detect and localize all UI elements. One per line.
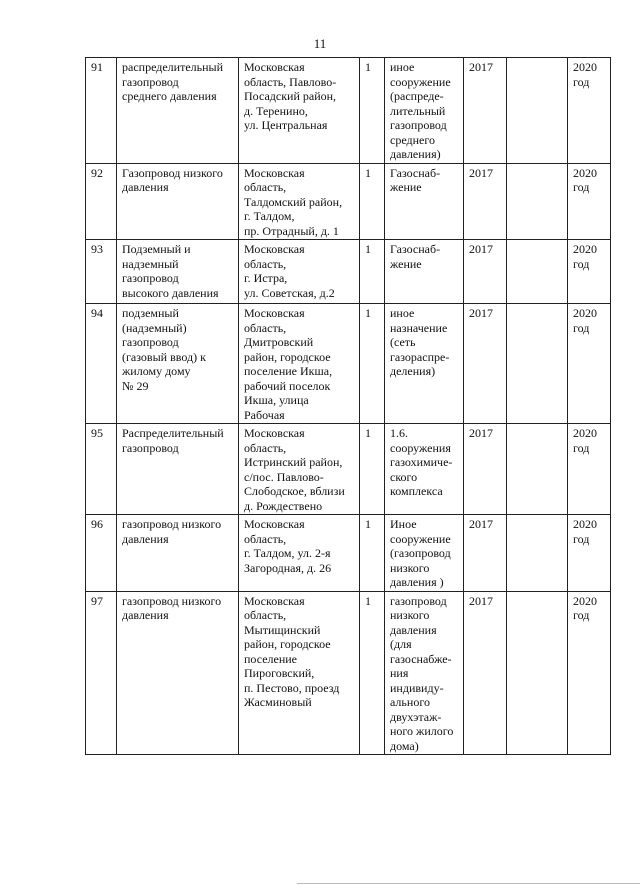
object-quantity: 1 <box>360 591 385 755</box>
object-type: 1.6. сооружения газохимиче- ского комплекса <box>385 424 464 515</box>
object-name: Подземный и надземный газопровод высокого давления <box>117 240 239 304</box>
table-row <box>86 515 611 592</box>
object-address: Московская область, г. Талдом, ул. 2-я Загородная, д. 26 <box>239 515 360 592</box>
object-address: Московская область, Павлово- Посадский район, д. Теренино, ул. Центральная <box>239 58 360 164</box>
object-term: 2020 год <box>568 591 611 755</box>
registry-table <box>85 57 611 755</box>
object-type: Газоснаб- жение <box>385 163 464 240</box>
object-address: Московская область, г. Истра, ул. Советская, д.2 <box>239 240 360 304</box>
object-quantity: 1 <box>360 240 385 304</box>
table-row <box>86 240 611 304</box>
object-type: газопровод низкого давления (для газоснабже- ния индивиду- ального двухэтаж- ного жилого дома) <box>385 591 464 755</box>
object-year: 2017 <box>464 240 507 304</box>
object-year: 2017 <box>464 304 507 424</box>
row-number: 95 <box>86 424 117 515</box>
object-quantity: 1 <box>360 515 385 592</box>
object-term: 2020 год <box>568 240 611 304</box>
object-year: 2017 <box>464 515 507 592</box>
object-name: Газопровод низкого давления <box>117 163 239 240</box>
empty-cell <box>507 424 568 515</box>
object-quantity: 1 <box>360 58 385 164</box>
row-number: 93 <box>86 240 117 304</box>
empty-cell <box>507 240 568 304</box>
object-type: Иное сооружение (газопровод низкого давления ) <box>385 515 464 592</box>
object-year: 2017 <box>464 163 507 240</box>
page-number: 11 <box>313 36 327 51</box>
object-quantity: 1 <box>360 304 385 424</box>
object-name: подземный (надземный) газопровод (газовый ввод) к жилому дому № 29 <box>117 304 239 424</box>
row-number: 92 <box>86 163 117 240</box>
object-name: распределительный газопровод среднего давления <box>117 58 239 164</box>
table-row <box>86 591 611 755</box>
object-year: 2017 <box>464 591 507 755</box>
object-term: 2020 год <box>568 515 611 592</box>
object-name: Распределительный газопровод <box>117 424 239 515</box>
row-number: 94 <box>86 304 117 424</box>
object-name: газопровод низкого давления <box>117 515 239 592</box>
empty-cell <box>507 58 568 164</box>
object-name: газопровод низкого давления <box>117 591 239 755</box>
object-type: иное назначение (сеть газораспре- деления) <box>385 304 464 424</box>
table-row <box>86 163 611 240</box>
object-term: 2020 год <box>568 304 611 424</box>
object-type: иное сооружение (распреде- лительный газопровод среднего давления) <box>385 58 464 164</box>
empty-cell <box>507 304 568 424</box>
object-address: Московская область, Мытищинский район, городское поселение Пироговский, п. Пестово, проезд Жасминовый <box>239 591 360 755</box>
table-row <box>86 304 611 424</box>
object-term: 2020 год <box>568 424 611 515</box>
object-quantity: 1 <box>360 163 385 240</box>
object-type: Газоснаб- жение <box>385 240 464 304</box>
row-number: 96 <box>86 515 117 592</box>
object-address: Московская область, Истринский район, с/пос. Павлово- Слободское, вблизи д. Рождествено <box>239 424 360 515</box>
bottom-rule <box>297 883 640 884</box>
row-number: 97 <box>86 591 117 755</box>
row-number: 91 <box>86 58 117 164</box>
object-term: 2020 год <box>568 163 611 240</box>
object-address: Московская область, Талдомский район, г. Талдом, пр. Отрадный, д. 1 <box>239 163 360 240</box>
empty-cell <box>507 163 568 240</box>
empty-cell <box>507 591 568 755</box>
object-year: 2017 <box>464 424 507 515</box>
object-term: 2020 год <box>568 58 611 164</box>
object-quantity: 1 <box>360 424 385 515</box>
object-address: Московская область, Дмитровский район, городское поселение Икша, рабочий поселок Икша, улица Рабочая <box>239 304 360 424</box>
empty-cell <box>507 515 568 592</box>
table-row <box>86 424 611 515</box>
object-year: 2017 <box>464 58 507 164</box>
table-row <box>86 58 611 164</box>
